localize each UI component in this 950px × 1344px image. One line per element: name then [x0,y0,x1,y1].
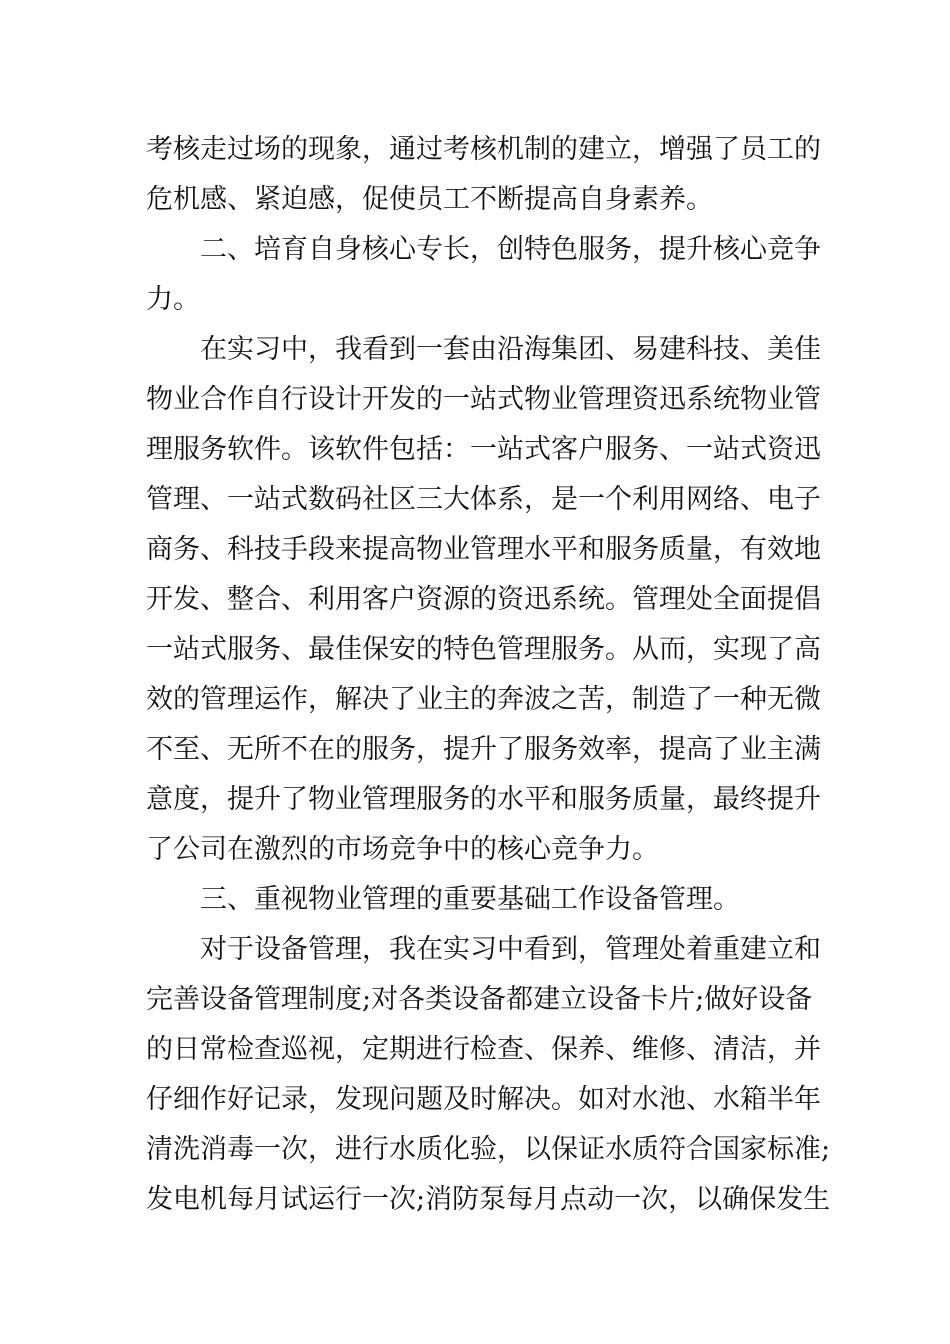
text-line-15: 了公司在激烈的市场竞争中的核心竞争力。 [146,834,659,865]
text-line-11: 一站式服务、最佳保安的特色管理服务。从而，实现了高 [146,634,821,665]
text-line-19: 的日常检查巡视，定期进行检查、保养、维修、清洁，并 [146,1034,821,1065]
paragraph-start-line: 对于设备管理，我在实习中看到，管理处着重建立和 [200,934,821,965]
text-line-14: 意度，提升了物业管理服务的水平和服务质量，最终提升 [146,784,821,815]
text-line-13: 不至、无所不在的服务，提升了服务效率，提高了业主满 [146,734,821,765]
text-line-20: 仔细作好记录，发现问题及时解决。如对水池、水箱半年 [146,1084,821,1115]
section-heading-2: 二、培育自身核心专长，创特色服务，提升核心竞争 [200,234,821,265]
text-line-8: 管理、一站式数码社区三大体系，是一个利用网络、电子 [146,484,821,515]
paragraph-start-line: 在实习中，我看到一套由沿海集团、易建科技、美佳 [200,334,821,365]
text-line-21: 清洗消毒一次，进行水质化验，以保证水质符合国家标准; [146,1134,831,1165]
text-line-22: 发电机每月试运行一次;消防泵每月点动一次，以确保发生 [146,1184,831,1215]
section-heading-3: 三、重视物业管理的重要基础工作设备管理。 [200,884,740,915]
text-line-18: 完善设备管理制度;对各类设备都建立设备卡片;做好设备 [146,984,813,1015]
text-line-1: 考核走过场的现象，通过考核机制的建立，增强了员工的 [146,134,821,165]
text-line-10: 开发、整合、利用客户资源的资迅系统。管理处全面提倡 [146,584,821,615]
text-line-2: 危机感、紧迫感，促使员工不断提高自身素养。 [146,184,713,215]
text-line-9: 商务、科技手段来提高物业管理水平和服务质量，有效地 [146,534,821,565]
text-line-6: 物业合作自行设计开发的一站式物业管理资迅系统物业管 [146,384,821,415]
text-line-12: 效的管理运作，解决了业主的奔波之苦，制造了一种无微 [146,684,821,715]
text-line-7: 理服务软件。该软件包括：一站式客户服务、一站式资迅 [146,434,821,465]
text-line-4: 力。 [146,284,200,315]
